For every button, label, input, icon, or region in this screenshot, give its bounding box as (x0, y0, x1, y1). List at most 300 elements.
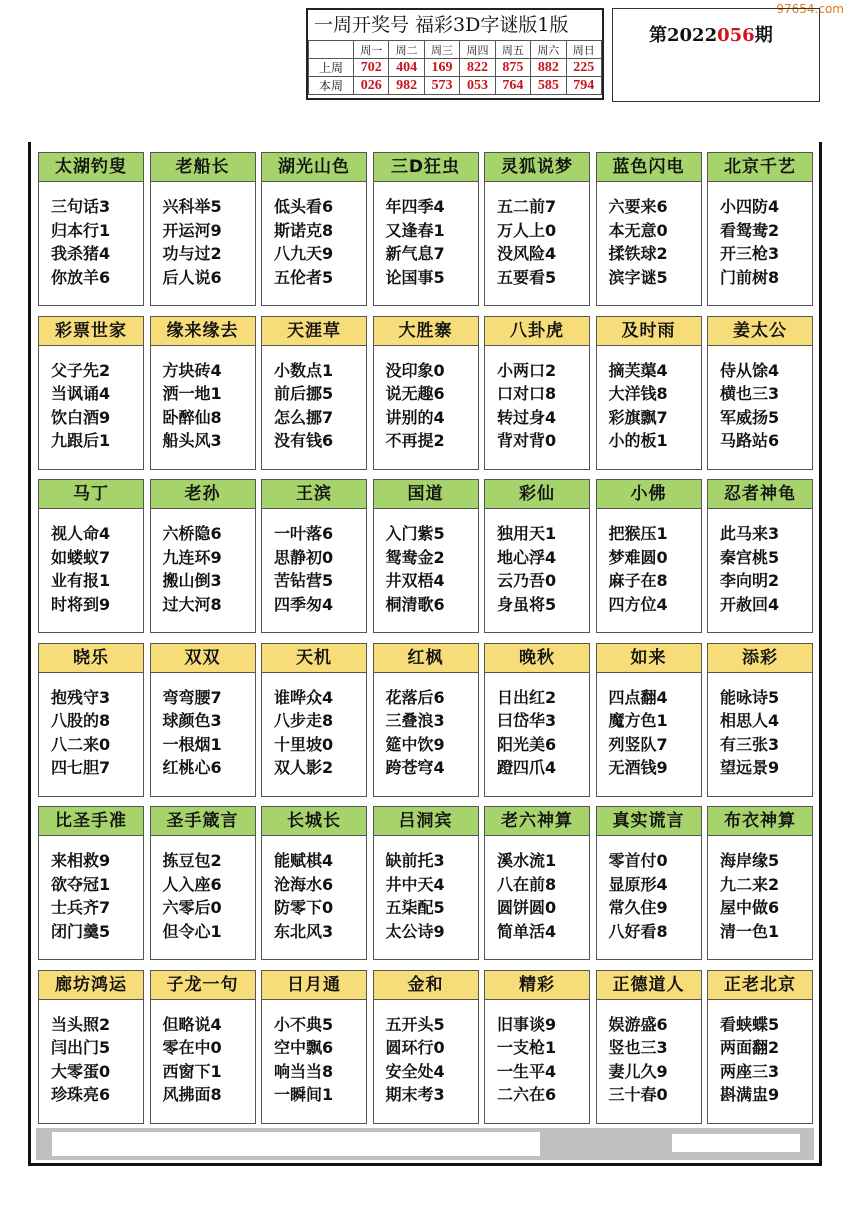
riddle-card-title: 日月通 (262, 971, 366, 1000)
riddle-line: 无酒钱9 (608, 758, 668, 777)
riddle-card-title: 八卦虎 (485, 317, 589, 346)
riddle-line: 四点翻4 (608, 687, 668, 707)
riddle-card (373, 643, 479, 797)
riddle-line: 讲别的4 (385, 407, 445, 427)
riddle-line: 西窗下1 (162, 1061, 222, 1081)
riddle-line: 方块砖4 (162, 360, 222, 380)
riddle-line: 能咏诗5 (720, 687, 780, 707)
riddle-line: 欲夺冠1 (51, 874, 111, 894)
riddle-line: 斯诺克8 (274, 220, 334, 240)
riddle-line: 地心浮4 (497, 547, 557, 567)
riddle-card-title: 及时雨 (597, 317, 701, 346)
riddle-lines (720, 522, 779, 616)
riddle-line: 怎么挪7 (274, 407, 334, 427)
corner-cell (309, 41, 354, 59)
riddle-card-title: 真实谎言 (597, 807, 701, 836)
riddle-card-title: 金和 (374, 971, 478, 1000)
riddle-line: 口对口8 (497, 384, 557, 403)
riddle-line: 小两口2 (497, 360, 557, 380)
riddle-card (484, 806, 590, 960)
riddle-line: 六零后0 (162, 898, 222, 917)
riddle-card-title: 天机 (262, 644, 366, 673)
draw-number: 169 (424, 59, 459, 77)
riddle-line: 八步走8 (274, 711, 334, 730)
riddle-card-title: 添彩 (708, 644, 812, 673)
riddle-lines (386, 359, 445, 453)
riddle-card-title: 小佛 (597, 480, 701, 509)
riddle-line: 斟满盅9 (720, 1085, 780, 1104)
day-label: 周六 (531, 41, 566, 59)
riddle-card (38, 643, 144, 797)
riddle-line: 来相救9 (51, 851, 111, 870)
riddle-line: 过大河8 (162, 594, 222, 614)
riddle-line: 桐清歌6 (385, 594, 445, 614)
riddle-line: 八九天9 (274, 244, 334, 263)
riddle-line: 缺前托3 (385, 851, 445, 870)
riddle-line: 背对背0 (497, 431, 557, 450)
riddle-line: 空中飘6 (274, 1038, 334, 1057)
riddle-lines (609, 359, 668, 453)
riddle-card-title: 精彩 (485, 971, 589, 1000)
riddle-line: 花落后6 (385, 687, 445, 707)
riddle-line: 功与过2 (162, 244, 222, 263)
riddle-line: 当讽诵4 (51, 384, 111, 403)
riddle-card (261, 316, 367, 470)
riddle-card (38, 806, 144, 960)
riddle-card-title: 老孙 (151, 480, 255, 509)
riddle-card-title: 三D狂虫 (374, 153, 478, 182)
riddle-lines (609, 686, 668, 780)
riddle-lines (497, 849, 556, 943)
riddle-card (373, 806, 479, 960)
riddle-line: 海岸缘5 (720, 851, 780, 870)
riddle-lines (386, 849, 445, 943)
header-title: 一周开奖号 福彩3D字谜版1版 (314, 14, 569, 36)
riddle-lines (720, 1013, 779, 1107)
riddle-line: 列竖队7 (608, 734, 668, 754)
riddle-card-title: 灵狐说梦 (485, 153, 589, 182)
day-label: 周五 (495, 41, 530, 59)
riddle-line: 跨苍穹4 (385, 758, 445, 777)
riddle-card (150, 479, 256, 633)
draw-number: 225 (566, 59, 601, 77)
issue-suffix: 期 (754, 25, 773, 46)
riddle-card-title: 王滨 (262, 480, 366, 509)
riddle-line: 士兵齐7 (51, 898, 111, 917)
riddle-line: 当头照2 (51, 1014, 111, 1034)
riddle-line: 兴科举5 (162, 197, 222, 216)
riddle-card (150, 152, 256, 306)
riddle-line: 红桃心6 (162, 758, 222, 777)
riddle-lines (163, 849, 222, 943)
riddle-line: 响当当8 (274, 1061, 334, 1081)
riddle-line: 一瞬间1 (274, 1085, 334, 1104)
riddle-card-title: 子龙一句 (151, 971, 255, 1000)
riddle-line: 三叠浪3 (385, 711, 445, 730)
riddle-line: 思静初0 (274, 547, 334, 567)
riddle-card-title: 国道 (374, 480, 478, 509)
riddle-line: 时将到9 (51, 594, 111, 614)
riddle-line: 新气息7 (385, 244, 445, 263)
riddle-card (38, 479, 144, 633)
draw-numbers-table (308, 40, 602, 95)
riddle-line: 没有钱6 (274, 431, 334, 450)
riddle-line: 井中天4 (385, 874, 445, 894)
riddle-line: 双人影2 (274, 758, 334, 777)
riddle-line: 摘芙蕖4 (608, 360, 668, 380)
riddle-line: 五开头5 (385, 1014, 445, 1034)
riddle-line: 秦宫桃5 (720, 547, 780, 567)
riddle-card (150, 643, 256, 797)
riddle-line: 但略说4 (162, 1014, 222, 1034)
riddle-line: 旧事谈9 (497, 1014, 557, 1034)
riddle-line: 转过身4 (497, 407, 557, 427)
riddle-card-title: 姜太公 (708, 317, 812, 346)
riddle-line: 闫出门5 (51, 1038, 111, 1057)
riddle-card (596, 970, 702, 1124)
riddle-card (484, 643, 590, 797)
riddle-line: 五柒配5 (385, 898, 445, 917)
riddle-card-title: 如来 (597, 644, 701, 673)
riddle-line: 谁哗众4 (274, 687, 334, 707)
riddle-line: 零首付0 (608, 851, 668, 870)
last-week-row (309, 59, 602, 77)
riddle-line: 饮白酒9 (51, 407, 111, 427)
riddle-line: 看蛱蝶5 (720, 1014, 780, 1034)
riddle-lines (609, 522, 668, 616)
riddle-lines (720, 359, 779, 453)
riddle-card (707, 152, 813, 306)
riddle-line: 开赦回4 (720, 594, 780, 614)
riddle-line: 圆饼圆0 (497, 898, 557, 917)
riddle-line: 论国事5 (385, 267, 445, 287)
riddle-card-title: 正德道人 (597, 971, 701, 1000)
riddle-line: 此马来3 (720, 524, 780, 543)
riddle-lines (609, 1013, 668, 1107)
day-label: 周二 (389, 41, 424, 59)
days-row (309, 41, 602, 59)
riddle-card (707, 806, 813, 960)
riddle-line: 五要看5 (497, 267, 557, 287)
riddle-line: 六要来6 (608, 197, 668, 216)
riddle-line: 蹬四爪4 (497, 758, 557, 777)
riddle-line: 大洋钱8 (608, 384, 668, 403)
riddle-line: 一叶落6 (274, 524, 334, 543)
riddle-line: 揉铁球2 (608, 244, 668, 263)
riddle-lines (51, 195, 110, 289)
riddle-line: 横也三3 (720, 384, 780, 403)
issue-number (649, 21, 773, 47)
riddle-card (261, 806, 367, 960)
riddle-card (596, 152, 702, 306)
riddle-line: 筵中饮9 (385, 734, 445, 754)
riddle-line: 清一色1 (720, 921, 780, 941)
riddle-card-title: 忍者神龟 (708, 480, 812, 509)
riddle-card-title: 老船长 (151, 153, 255, 182)
riddle-line: 零在中0 (162, 1038, 222, 1057)
riddle-lines (51, 522, 110, 616)
riddle-lines (497, 359, 556, 453)
this-week-label: 本周 (309, 77, 354, 95)
riddle-line: 后人说6 (162, 267, 222, 287)
riddle-line: 八在前8 (497, 874, 557, 894)
riddle-lines (51, 686, 110, 780)
riddle-line: 本无意0 (608, 220, 668, 240)
riddle-line: 独用天1 (497, 524, 557, 543)
riddle-line: 十里坡0 (274, 734, 334, 754)
riddle-line: 溪水流1 (497, 851, 557, 870)
issue-highlight: 056 (717, 25, 755, 46)
riddle-card (373, 970, 479, 1124)
riddle-card-title: 长城长 (262, 807, 366, 836)
riddle-card-title: 吕洞宾 (374, 807, 478, 836)
riddle-line: 云乃吾0 (497, 571, 557, 590)
riddle-card (484, 970, 590, 1124)
riddle-line: 三句话3 (51, 197, 111, 216)
riddle-card-title: 红枫 (374, 644, 478, 673)
riddle-line: 军威扬5 (720, 407, 780, 427)
riddle-line: 入门紫5 (385, 524, 445, 543)
riddle-line: 没印象0 (385, 360, 445, 380)
riddle-card (261, 152, 367, 306)
draw-number: 573 (424, 77, 459, 95)
riddle-lines (274, 849, 333, 943)
riddle-line: 业有报1 (51, 571, 111, 590)
draw-number: 026 (354, 77, 389, 95)
draw-number: 404 (389, 59, 424, 77)
riddle-line: 九二来2 (720, 874, 780, 894)
riddle-line: 球颜色3 (162, 711, 222, 730)
riddle-card (707, 970, 813, 1124)
riddle-card (38, 970, 144, 1124)
riddle-line: 开运河9 (162, 220, 222, 240)
riddle-lines (386, 686, 445, 780)
riddle-line: 视人命4 (51, 524, 111, 543)
issue-prefix: 第2022 (649, 25, 718, 46)
riddle-card-title: 比圣手准 (39, 807, 143, 836)
riddle-line: 屋中做6 (720, 898, 780, 917)
riddle-line: 期末考3 (385, 1085, 445, 1104)
riddle-line: 闭门羹5 (51, 921, 111, 941)
riddle-card (707, 316, 813, 470)
riddle-line: 四季匆4 (274, 594, 334, 614)
riddle-line: 九跟后1 (51, 431, 111, 450)
riddle-card (261, 970, 367, 1124)
riddle-card (596, 806, 702, 960)
riddle-line: 侍从馀4 (720, 360, 780, 380)
riddle-line: 五伦者5 (274, 267, 334, 287)
riddle-line: 拣豆包2 (162, 851, 222, 870)
riddle-card (150, 970, 256, 1124)
riddle-lines (163, 1013, 222, 1107)
riddle-line: 万人上0 (497, 220, 557, 240)
riddle-line: 珍珠亮6 (51, 1085, 111, 1104)
riddle-line: 曰岱华3 (497, 711, 557, 730)
riddle-line: 开三枪3 (720, 244, 780, 263)
riddle-line: 一支枪1 (497, 1038, 557, 1057)
riddle-line: 常久住9 (608, 898, 668, 917)
riddle-line: 防零下0 (274, 898, 334, 917)
riddle-lines (163, 522, 222, 616)
riddle-lines (386, 522, 445, 616)
riddle-line: 妻儿久9 (608, 1061, 668, 1081)
riddle-card (38, 152, 144, 306)
draw-number: 764 (495, 77, 530, 95)
riddle-card (150, 316, 256, 470)
riddle-card (596, 479, 702, 633)
riddle-card (596, 316, 702, 470)
riddle-card (484, 479, 590, 633)
riddle-line: 大零蛋0 (51, 1061, 111, 1081)
riddle-line: 抱残守3 (51, 687, 111, 707)
site-watermark: 97654.com (776, 2, 844, 16)
riddle-card (150, 806, 256, 960)
riddle-line: 安全处4 (385, 1061, 445, 1081)
riddle-line: 小不典5 (274, 1014, 334, 1034)
riddle-line: 井双梧4 (385, 571, 445, 590)
riddle-line: 显原形4 (608, 874, 668, 894)
footer-bar (36, 1128, 814, 1160)
this-week-row (309, 77, 602, 95)
riddle-line: 麻子在8 (608, 571, 668, 590)
riddle-line: 二六在6 (497, 1085, 557, 1104)
riddle-line: 身虽将5 (497, 594, 557, 614)
riddle-card-title: 晚秋 (485, 644, 589, 673)
riddle-line: 娱游盛6 (608, 1014, 668, 1034)
riddle-line: 八好看8 (608, 921, 668, 941)
riddle-line: 搬山倒3 (162, 571, 222, 590)
riddle-line: 人入座6 (162, 874, 222, 894)
riddle-card-title: 晓乐 (39, 644, 143, 673)
riddle-card (373, 479, 479, 633)
riddle-line: 能赋棋4 (274, 851, 334, 870)
issue-box (612, 8, 820, 102)
riddle-lines (386, 195, 445, 289)
riddle-card (707, 479, 813, 633)
riddle-lines (163, 359, 222, 453)
day-label: 周四 (460, 41, 495, 59)
riddle-card-title: 圣手箴言 (151, 807, 255, 836)
riddle-card (707, 643, 813, 797)
riddle-line: 三十春0 (608, 1085, 668, 1104)
riddle-line: 阳光美6 (497, 734, 557, 754)
riddle-line: 魔方色1 (608, 711, 668, 730)
riddle-card (484, 316, 590, 470)
riddle-line: 沧海水6 (274, 874, 334, 894)
riddle-line: 我杀猪4 (51, 244, 111, 263)
riddle-lines (274, 686, 333, 780)
riddle-line: 望远景9 (720, 758, 780, 777)
riddle-line: 八股的8 (51, 711, 111, 730)
riddle-card (373, 316, 479, 470)
riddle-line: 东北风3 (274, 921, 334, 941)
riddle-lines (720, 195, 779, 289)
riddle-lines (51, 359, 110, 453)
riddle-card (596, 643, 702, 797)
riddle-card-title: 布衣神算 (708, 807, 812, 836)
riddle-line: 归本行1 (51, 220, 111, 240)
riddle-line: 如蝼蚁7 (51, 547, 111, 567)
draw-number: 875 (495, 59, 530, 77)
riddle-lines (720, 849, 779, 943)
riddle-line: 没风险4 (497, 244, 557, 263)
riddle-line: 四七胆7 (51, 758, 111, 777)
riddle-line: 太公诗9 (385, 921, 445, 941)
riddle-line: 有三张3 (720, 734, 780, 754)
riddle-card-title: 彩仙 (485, 480, 589, 509)
riddle-line: 船头风3 (162, 431, 222, 450)
footer-blank-left (52, 1132, 540, 1156)
riddle-lines (497, 195, 556, 289)
riddle-lines (274, 1013, 333, 1107)
draw-number: 585 (531, 77, 566, 95)
riddle-lines (51, 849, 110, 943)
draw-number: 882 (531, 59, 566, 77)
riddle-line: 圆环行0 (385, 1038, 445, 1057)
riddle-line: 又逢春1 (385, 220, 445, 240)
draw-number: 702 (354, 59, 389, 77)
day-label: 周日 (566, 41, 601, 59)
riddle-line: 八二来0 (51, 734, 111, 754)
riddle-line: 简单活4 (497, 921, 557, 941)
riddle-card-title: 彩票世家 (39, 317, 143, 346)
riddle-lines (386, 1013, 445, 1107)
riddle-line: 鸳鸯金2 (385, 547, 445, 567)
riddle-card-title: 湖光山色 (262, 153, 366, 182)
riddle-line: 弯弯腰7 (162, 687, 222, 707)
riddle-lines (609, 195, 668, 289)
riddle-card-title: 蓝色闪电 (597, 153, 701, 182)
riddle-line: 竖也三3 (608, 1038, 668, 1057)
riddle-line: 看鸳鸯2 (720, 220, 780, 240)
footer-blank-right (672, 1134, 800, 1152)
riddle-line: 两座三3 (720, 1061, 780, 1081)
riddle-line: 一根烟1 (162, 734, 222, 754)
riddle-line: 前后挪5 (274, 384, 334, 403)
riddle-card-title: 天涯草 (262, 317, 366, 346)
riddle-line: 你放羊6 (51, 267, 111, 287)
riddle-line: 但令心1 (162, 921, 222, 941)
riddle-lines (163, 195, 222, 289)
draw-number: 822 (460, 59, 495, 77)
riddle-line: 九连环9 (162, 547, 222, 567)
riddle-line: 风拂面8 (162, 1085, 222, 1104)
riddle-line: 小数点1 (274, 360, 334, 380)
riddle-card-title: 缘来缘去 (151, 317, 255, 346)
riddle-line: 五二前7 (497, 197, 557, 216)
riddle-card-title: 大胜寨 (374, 317, 478, 346)
riddle-line: 说无趣6 (385, 384, 445, 403)
riddle-card-title: 廊坊鸿运 (39, 971, 143, 1000)
riddle-line: 父子先2 (51, 360, 111, 380)
riddle-lines (609, 849, 668, 943)
riddle-line: 两面翻2 (720, 1038, 780, 1057)
riddle-card (373, 152, 479, 306)
riddle-line: 一生平4 (497, 1061, 557, 1081)
riddle-line: 彩旗飘7 (608, 407, 668, 427)
riddle-card-title: 马丁 (39, 480, 143, 509)
riddle-line: 小四防4 (720, 197, 780, 216)
riddle-lines (163, 686, 222, 780)
weekly-draw-table (306, 8, 604, 100)
riddle-line: 低头看6 (274, 197, 334, 216)
riddle-line: 日出红2 (497, 687, 557, 707)
riddle-lines (497, 1013, 556, 1107)
riddle-lines (720, 686, 779, 780)
riddle-lines (274, 522, 333, 616)
day-label: 周三 (424, 41, 459, 59)
riddle-line: 六桥隐6 (162, 524, 222, 543)
